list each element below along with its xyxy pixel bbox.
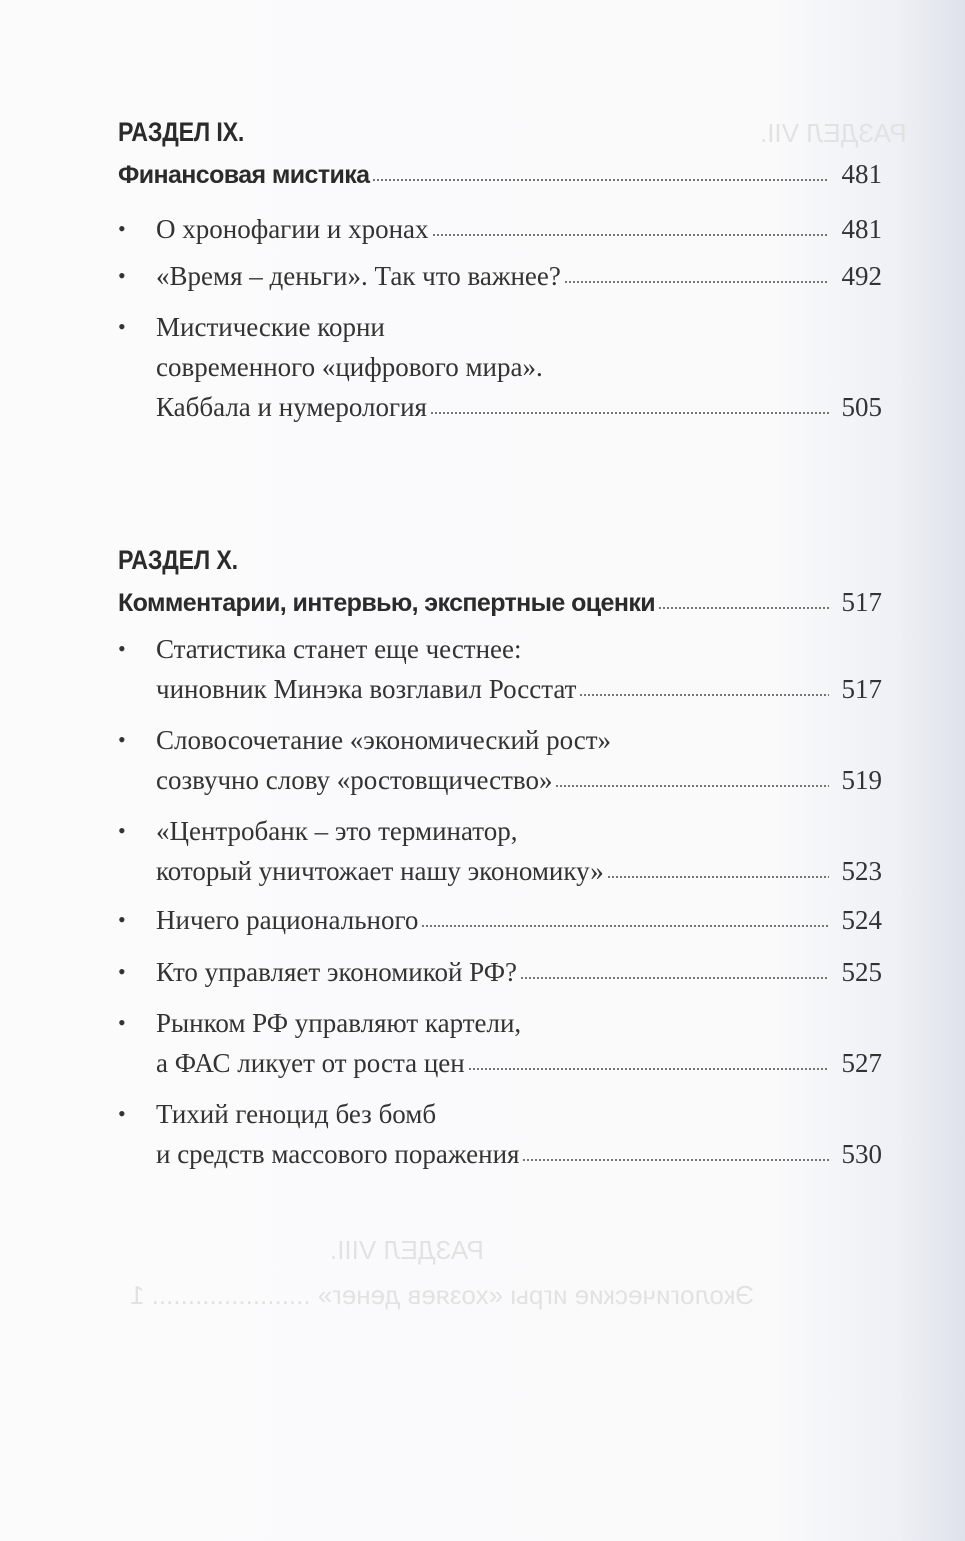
dot-leader (430, 412, 829, 414)
entry-title-line: чиновник Минэка возглавил Росстат (156, 674, 577, 704)
toc-entry[interactable] (118, 720, 882, 800)
entry-title-line: Статистика станет еще честнее: (156, 634, 522, 664)
entry-title-line: современного «цифрового мира». (156, 352, 543, 382)
page-number: 523 (841, 856, 882, 886)
bullet-icon: • (118, 1101, 126, 1126)
section-label-x: РАЗДЕЛ X. (118, 545, 238, 575)
entry-title-line: и средств массового поражения (156, 1139, 520, 1169)
toc-entry-section-x[interactable] (118, 582, 882, 622)
bullet-icon: • (118, 263, 126, 288)
dot-leader (555, 785, 829, 787)
bullet-icon: • (118, 727, 126, 752)
toc-entry[interactable] (118, 1094, 882, 1174)
dot-leader (421, 925, 829, 927)
dot-leader (658, 607, 829, 609)
entry-title: Кто управляет экономикой РФ? (156, 957, 518, 987)
page-number: 481 (841, 159, 882, 189)
dot-leader (520, 977, 829, 979)
bullet-icon: • (118, 1010, 126, 1035)
section-title: Комментарии, интервью, экспертные оценки (118, 589, 656, 617)
dot-leader (522, 1159, 829, 1161)
entry-title-line: Рынком РФ управляют картели, (156, 1008, 522, 1038)
show-through-text: РАЗДЕЛ VIII. (330, 1235, 484, 1265)
bullet-icon: • (118, 216, 126, 241)
toc-entry[interactable] (118, 1003, 882, 1083)
bullet-icon: • (118, 907, 126, 932)
page-number: 527 (841, 1048, 882, 1078)
entry-title-line: Словосочетание «экономический рост» (156, 725, 612, 755)
entry-title-line: созвучно слову «ростовщичество» (156, 765, 553, 795)
page-number: 505 (841, 392, 882, 422)
bullet-icon: • (118, 959, 126, 984)
toc-entry[interactable] (118, 952, 882, 992)
dot-leader (564, 281, 829, 283)
dot-leader (579, 694, 829, 696)
show-through-text: Экологические игры «хозяев денег» ...................... 1 (130, 1280, 755, 1310)
toc-entry[interactable] (118, 811, 882, 891)
page-number: 517 (841, 674, 882, 704)
entry-title-line: «Центробанк – это терминатор, (156, 816, 518, 846)
toc-entry[interactable] (118, 307, 882, 427)
dot-leader (432, 234, 829, 236)
entry-title-line: который уничтожает нашу экономику» (156, 856, 604, 886)
entry-title-line: Тихий геноцид без бомб (156, 1099, 437, 1129)
entry-title-line: Мистические корни (156, 312, 385, 342)
page-number: 524 (841, 905, 882, 935)
dot-leader (468, 1068, 829, 1070)
toc-entry[interactable] (118, 209, 882, 249)
entry-title: О хронофагии и хронах (156, 214, 429, 244)
bullet-icon: • (118, 636, 126, 661)
toc-entry[interactable] (118, 629, 882, 709)
page-number: 530 (841, 1139, 882, 1169)
entry-title-line: а ФАС ликует от роста цен (156, 1048, 465, 1078)
bullet-icon: • (118, 314, 126, 339)
toc-entry-section-ix[interactable] (118, 154, 882, 194)
page-number: 525 (841, 957, 882, 987)
toc-entry[interactable] (118, 900, 882, 940)
section-label-ix: РАЗДЕЛ IX. (118, 117, 245, 147)
entry-title-line: Каббала и нумерология (156, 392, 427, 422)
section-title: Финансовая мистика (118, 161, 370, 189)
dot-leader (607, 876, 829, 878)
page-number: 492 (841, 261, 882, 291)
toc-entry[interactable] (118, 256, 882, 296)
page-number: 517 (841, 587, 882, 617)
entry-title: Ничего рационального (156, 905, 419, 935)
page-number: 481 (841, 214, 882, 244)
entry-title: «Время – деньги». Так что важнее? (156, 261, 561, 291)
dot-leader (372, 179, 829, 181)
show-through-text: РАЗДЕЛ VII. (760, 118, 907, 148)
page-number: 519 (841, 765, 882, 795)
bullet-icon: • (118, 818, 126, 843)
